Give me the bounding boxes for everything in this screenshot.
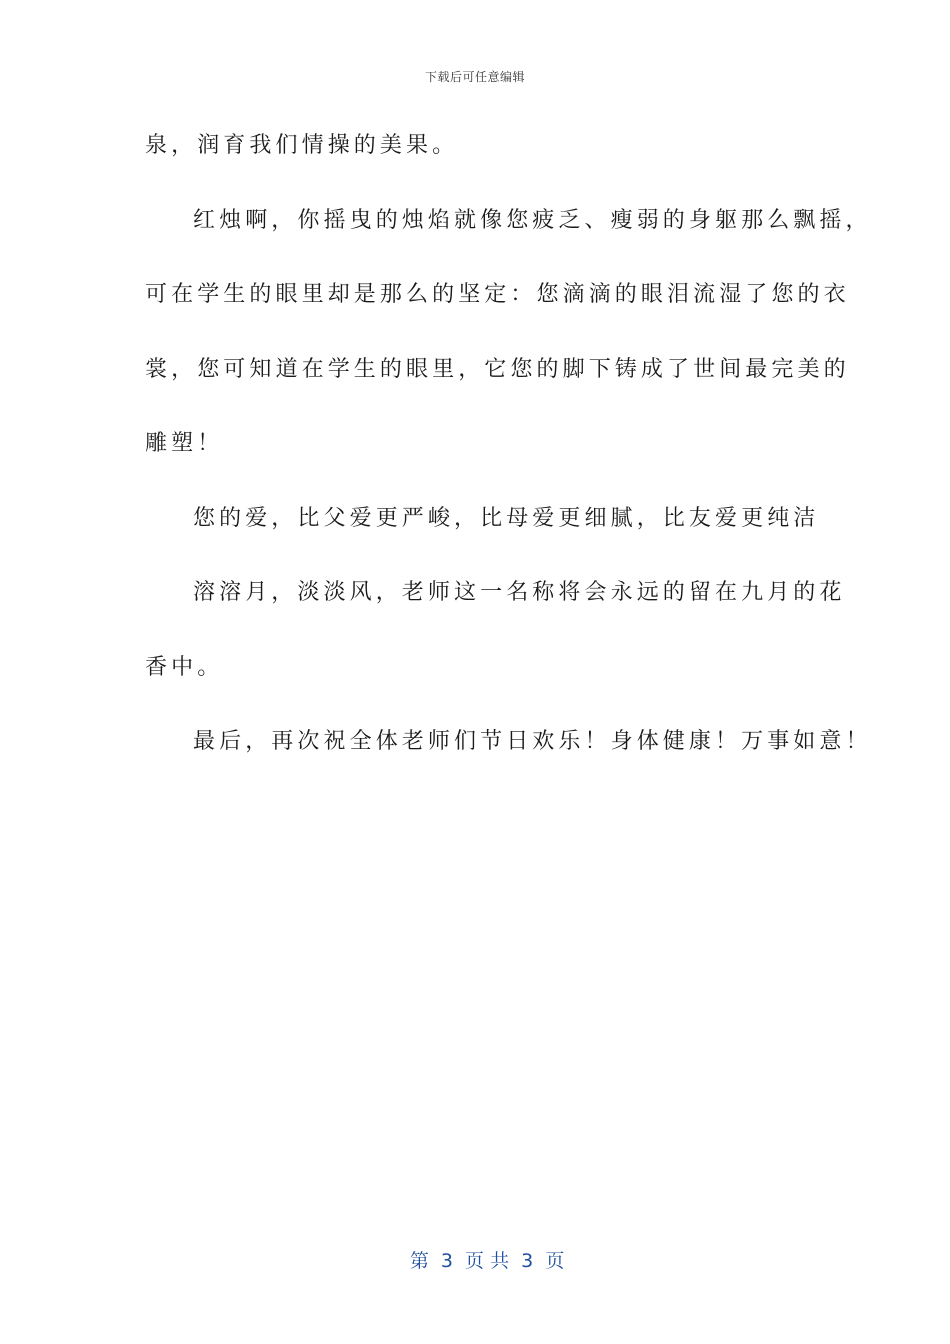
paragraph-line: 雕塑！ [145,431,224,456]
paragraph-line: 最后，再次祝全体老师们节日欢乐！身体健康！万事如意！ [193,729,872,754]
paragraph-line: 泉，润育我们情操的美果。 [145,133,459,158]
header-note: 下载后可任意编辑 [424,70,525,84]
paragraph-line: 可在学生的眼里却是那么的坚定：您滴滴的眼泪流湿了您的衣 [145,282,850,307]
page-number-footer [0,1224,950,1295]
page-number-label: 第 3 页 共 3 页 [409,1250,565,1272]
paragraph-line: 香中。 [145,654,224,680]
paragraph-line: 您的爱，比父爱更严峻，比母爱更细腻，比友爱更纯洁 [193,505,820,531]
paragraph-line: 溶溶月，淡淡风，老师这一名称将会永远的留在九月的花 [193,580,846,605]
paragraph-line: 红烛啊，你摇曳的烛焰就像您疲乏、瘦弱的身躯那么飘摇， [193,207,872,233]
paragraph-line: 裳，您可知道在学生的眼里，它您的脚下铸成了世间最完美的 [145,356,850,382]
body-text [145,121,872,792]
